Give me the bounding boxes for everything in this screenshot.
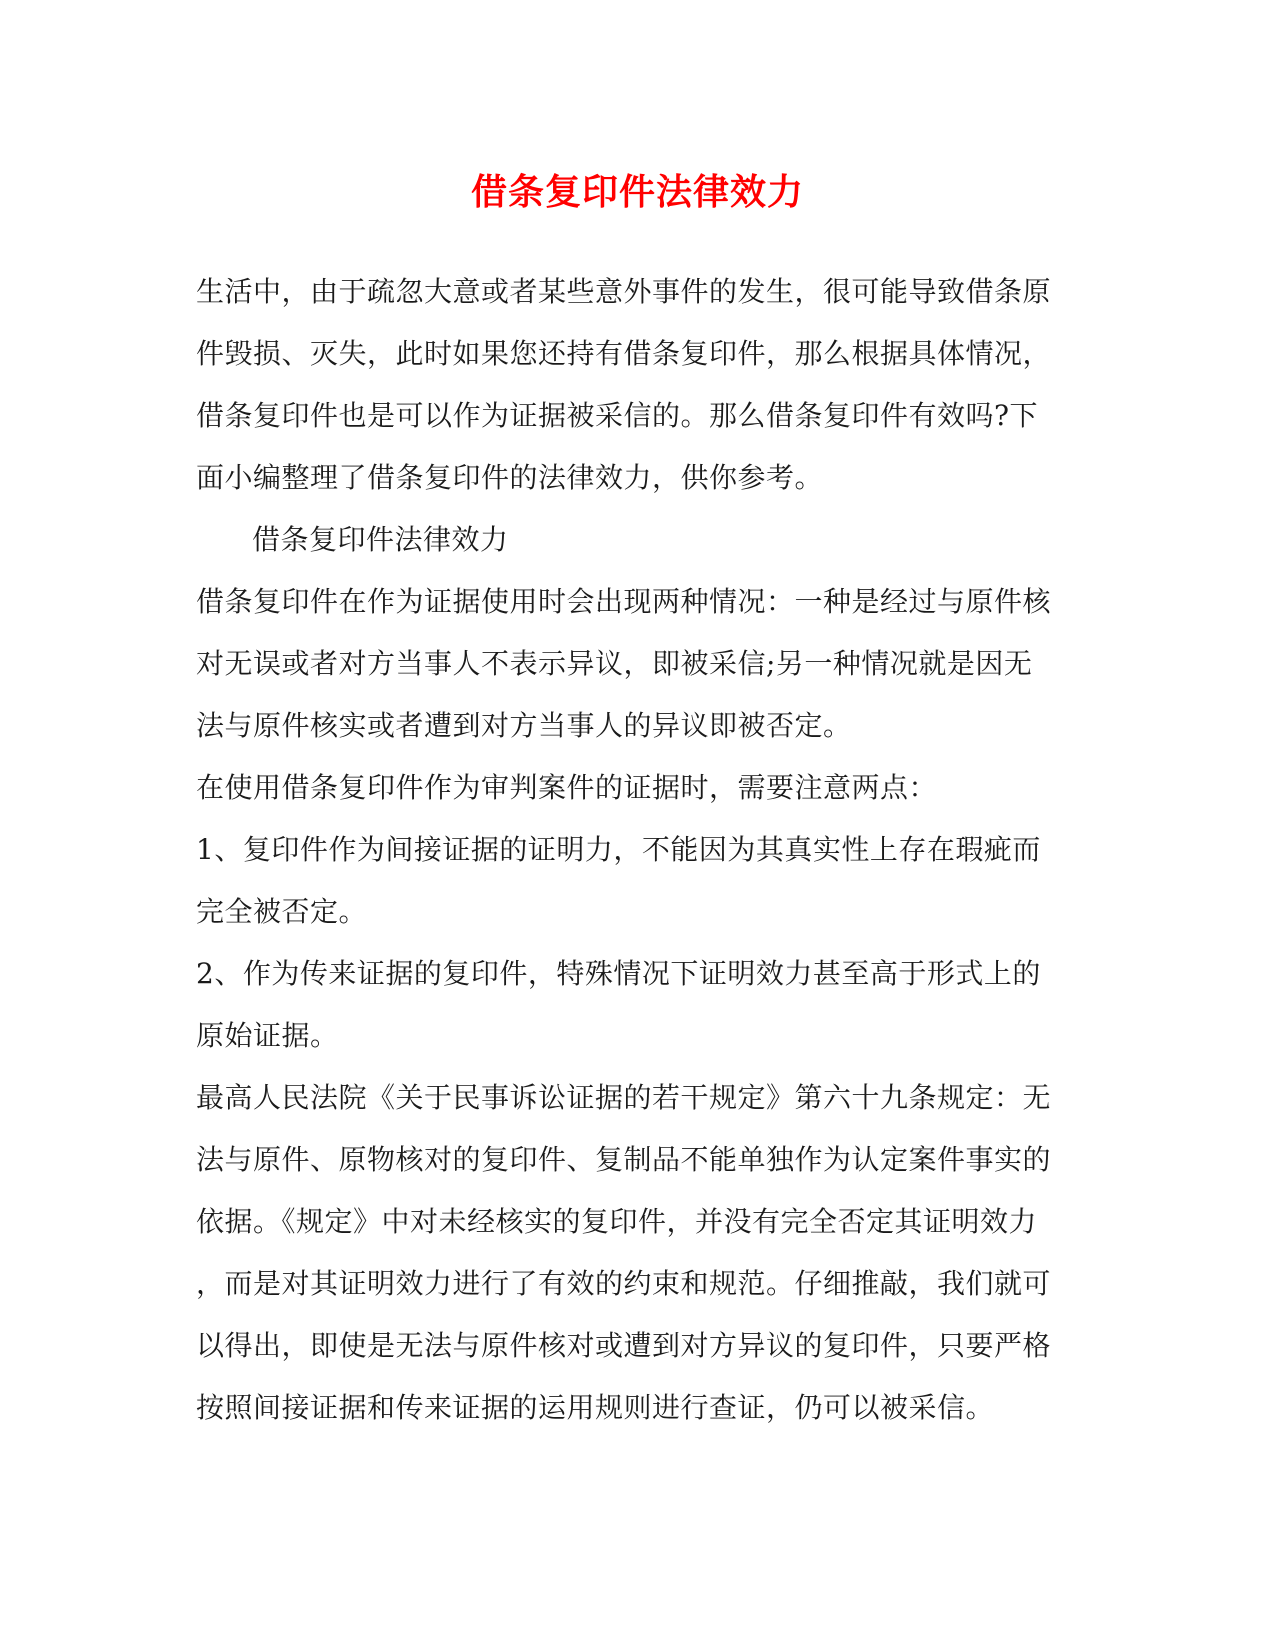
text-line: 完全被否定。	[196, 895, 368, 928]
text-line: 借条复印件在作为证据使用时会出现两种情况：一种是经过与原件核	[196, 585, 1052, 618]
document-title: 借条复印件法律效力	[470, 171, 804, 213]
text-line: 在使用借条复印件作为审判案件的证据时，需要注意两点：	[196, 771, 938, 804]
text-line: 按照间接证据和传来证据的运用规则进行查证，仍可以被采信。	[196, 1391, 995, 1424]
text-line: 依据。《规定》中对未经核实的复印件，并没有完全否定其证明效力	[196, 1205, 1038, 1238]
text-line: 件毁损、灭失，此时如果您还持有借条复印件，那么根据具体情况，	[196, 337, 1052, 370]
text-line: 1、复印件作为间接证据的证明力，不能因为其真实性上存在瑕疵而	[196, 833, 1041, 866]
text-line: 最高人民法院《关于民事诉讼证据的若干规定》第六十九条规定：无	[196, 1081, 1052, 1114]
text-line: 以得出，即使是无法与原件核对或遭到对方异议的复印件，只要严格	[196, 1329, 1052, 1362]
text-line: 借条复印件也是可以作为证据被采信的。那么借条复印件有效吗?下	[196, 399, 1039, 432]
text-line: 生活中，由于疏忽大意或者某些意外事件的发生，很可能导致借条原	[196, 275, 1052, 308]
text-line: 2、作为传来证据的复印件，特殊情况下证明效力甚至高于形式上的	[196, 957, 1041, 990]
section-heading: 借条复印件法律效力	[252, 523, 509, 556]
text-line: ，而是对其证明效力进行了有效的约束和规范。仔细推敲，我们就可	[196, 1267, 1052, 1300]
text-line: 对无误或者对方当事人不表示异议，即被采信;另一种情况就是因无	[196, 647, 1033, 680]
text-line: 面小编整理了借条复印件的法律效力，供你参考。	[196, 461, 824, 494]
text-line: 法与原件核实或者遭到对方当事人的异议即被否定。	[196, 709, 852, 742]
text-line: 原始证据。	[196, 1019, 339, 1052]
text-line: 法与原件、原物核对的复印件、复制品不能单独作为认定案件事实的	[196, 1143, 1052, 1176]
